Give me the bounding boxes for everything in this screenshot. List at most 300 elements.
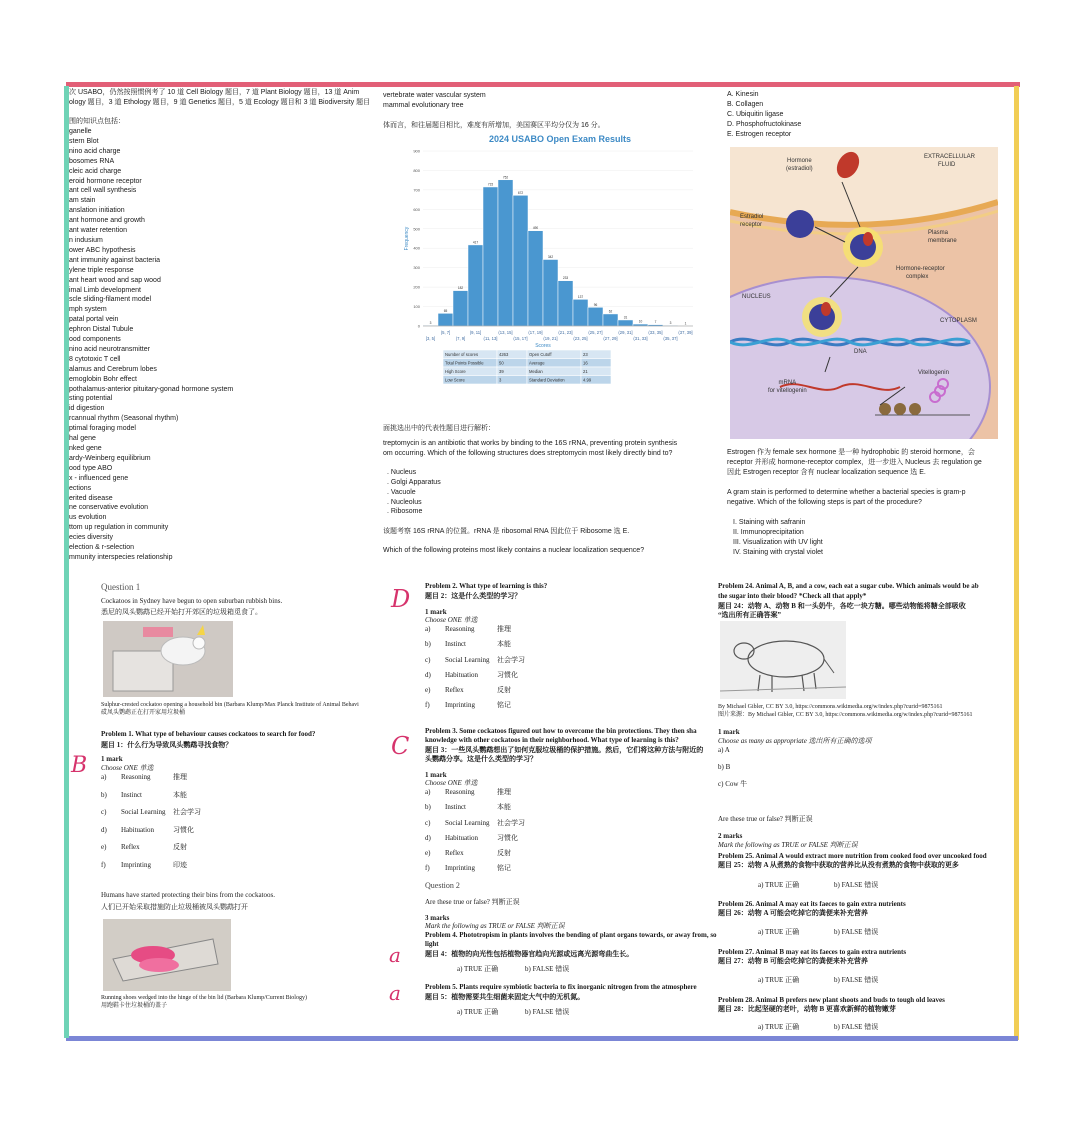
- middle-top-panel: [383, 88, 718, 568]
- p27-true[interactable]: a) TRUE 正确: [758, 976, 800, 984]
- problem-4-en-1: Problem 4. Phototropism in plants involves the bending of plant organs towards, or away from, so: [425, 931, 717, 939]
- choice-option[interactable]: [425, 803, 625, 818]
- p28-true[interactable]: a) TRUE 正确: [758, 1023, 800, 1031]
- choice-letter: c): [425, 655, 431, 664]
- gram-step-4: IV. Staining with crystal violet: [733, 549, 824, 556]
- topic-item: ptimal foraging model: [69, 425, 136, 433]
- problem-2-cn: 题目 2：这是什么类型的学习？: [425, 592, 522, 600]
- problem-3-choices: [425, 788, 625, 880]
- problem-24-en-2: the sugar into their blood? *Check all that apply*: [718, 592, 867, 600]
- histogram-svg: [403, 146, 717, 416]
- mark-label-2: 1 mark: [425, 608, 447, 616]
- choice-text-cn: 本能: [497, 803, 511, 812]
- choice-text-en: Reasoning: [445, 788, 475, 796]
- caption-2-en: Running shoes wedged into the hinge of the bin lid (Barbara Klump/Current Biology): [101, 995, 307, 1001]
- handwritten-answer-a-2: a: [389, 981, 401, 1005]
- scenario-en: Cockatoos in Sydney have begun to open suburban rubbish bins.: [101, 597, 283, 605]
- choice-text-en: Reflex: [445, 686, 464, 695]
- choice-text-cn: 习惯化: [497, 833, 518, 842]
- topic-item: patal portal vein: [69, 316, 119, 324]
- choice-text-en: Reflex: [121, 843, 140, 851]
- choice-text-cn: 铭记: [497, 864, 511, 873]
- ribosome-3: [909, 403, 921, 415]
- caption-1-en: Sulphur-crested cockatoo opening a household bin (Barbara Klump/Max Planck Institute of Animal Behavi: [101, 702, 359, 708]
- choice-text-cn: 习惯化: [173, 825, 194, 834]
- choice-text-cn: 本能: [497, 640, 511, 649]
- ribosome-2: [894, 403, 906, 415]
- option-cow[interactable]: c) Cow 牛: [718, 780, 748, 788]
- topic-item: ections: [69, 484, 92, 492]
- topic-item: ant cell wall synthesis: [69, 187, 137, 195]
- topic-item: ylene triple response: [69, 266, 134, 274]
- bar-value-label: 3: [429, 320, 432, 325]
- option-b: . Golgi Apparatus: [387, 479, 441, 486]
- problem-2-choices: [425, 625, 625, 717]
- topic-item: eroid hormone receptor: [69, 177, 142, 185]
- bar-value-label: 752: [502, 175, 509, 180]
- protein-option-d: D. Phosphofructokinase: [727, 121, 802, 128]
- humans-en: Humans have started protecting their bins from the cockatoos.: [101, 891, 275, 899]
- tf-prompt-right: Are these true or false? 判断正误: [718, 815, 813, 823]
- choice-text-en: Reasoning: [445, 625, 475, 633]
- x-tick-label-upper: (33, 35]: [648, 330, 663, 335]
- choice-text-en: Social Learning: [445, 818, 490, 827]
- problem-4-en-2: light: [425, 940, 439, 948]
- p28-false[interactable]: b) FALSE 错误: [834, 1023, 879, 1031]
- choice-text-cn: 反射: [497, 686, 511, 695]
- choice-option[interactable]: [425, 701, 625, 716]
- estrogen-expl-3: 因此 Estrogen receptor 含有 nuclear localization sequence 选 E.: [727, 469, 926, 476]
- choice-option[interactable]: [425, 864, 625, 879]
- label-hormone-receptor-complex: Hormone-receptor complex: [896, 266, 945, 280]
- next-question: Which of the following proteins most likely contains a nuclear localization sequence?: [383, 547, 645, 554]
- topic-item: nked gene: [69, 445, 102, 452]
- stats-cell-text: 16: [583, 360, 588, 366]
- problem-25-en: Problem 25. Animal A would extract more nutrition from cooked food over uncooked food: [718, 852, 987, 860]
- gram-step-1: I. Staining with safranin: [733, 519, 806, 526]
- nuclear-complex-hormone: [821, 302, 831, 316]
- stats-cell-text: Open Cutoff: [529, 351, 552, 357]
- handwritten-answer-d: D: [391, 585, 411, 613]
- option-e: . Ribosome: [387, 508, 423, 515]
- topic-item: ne conservative evolution: [69, 504, 148, 512]
- choice-option[interactable]: [101, 773, 301, 791]
- p26-true[interactable]: a) TRUE 正确: [758, 928, 800, 936]
- complex-hormone: [863, 232, 873, 246]
- choice-option[interactable]: [425, 849, 625, 864]
- mark-label-3: 1 mark: [425, 771, 447, 779]
- option-animal-a[interactable]: a) A: [718, 746, 730, 754]
- option-animal-b[interactable]: b) B: [718, 763, 731, 771]
- choice-option[interactable]: [425, 625, 625, 640]
- choice-text-en: Instinct: [121, 790, 142, 799]
- x-tick-label-lower: (15, 17]: [513, 336, 528, 341]
- intro-line-1: 次 USABO，仍然按照惯例考了 10 道 Cell Biology 题目，7 道 Plant Biology 题目，13 道 Anim: [69, 89, 360, 96]
- stats-cell: [497, 376, 527, 385]
- choice-option[interactable]: [101, 808, 301, 826]
- histogram-bar: [528, 231, 543, 326]
- p26-false[interactable]: b) FALSE 错误: [834, 928, 879, 936]
- choice-letter: d): [425, 670, 431, 679]
- choice-text-cn: 社会学习: [173, 808, 201, 816]
- stats-cell-text: 3: [499, 377, 502, 383]
- choice-option[interactable]: [425, 686, 625, 701]
- bar-value-label: 342: [547, 255, 554, 259]
- p4-false-option[interactable]: b) FALSE 错误: [525, 965, 570, 973]
- mark-tf-label-right: Mark the following as TRUE or FALSE 判断正误: [718, 841, 858, 849]
- choice-option[interactable]: [101, 791, 301, 809]
- topic-item: emoglobin Bohr effect: [69, 375, 137, 383]
- estrogen-expl-2: receptor 并形成 hormone-receptor complex，进一步进入 Nucleus 去 regulation ge: [727, 459, 982, 466]
- topic-item: nino acid charge: [69, 147, 121, 155]
- choice-letter: f): [425, 701, 430, 710]
- x-tick-label-upper: (25, 27]: [588, 330, 603, 335]
- problem-27-cn: 题目 27：动物 B 可能会吃掉它的粪便来补充营养: [718, 957, 868, 965]
- label-extracellular: EXTRACELLULAR FLUID: [924, 154, 976, 168]
- problem-24-cn-1: 题目 24：动物 A、动物 B 和一头奶牛，各吃一块方糖。哪些动物能将糖全部吸收: [718, 602, 966, 610]
- choice-text-en: Habituation: [121, 825, 155, 834]
- histogram-bar: [588, 307, 603, 326]
- choice-text-en: Imprinting: [445, 701, 475, 710]
- caption-2-cn: 用跑鞋卡住垃圾桶的盖子: [101, 1003, 168, 1009]
- choice-letter: e): [425, 849, 431, 858]
- estradiol-receptor: [786, 210, 814, 238]
- handwritten-answer-a-1: a: [389, 943, 401, 967]
- choice-letter: a): [101, 773, 107, 781]
- question-line-1: treptomycin is an antibiotic that works by binding to the 16S rRNA, preventing protein synthesis: [383, 440, 678, 447]
- choice-text-cn: 反射: [173, 843, 187, 851]
- bar-value-label: 233: [562, 276, 569, 281]
- choice-letter: b): [425, 803, 431, 812]
- topic-item: us evolution: [69, 514, 107, 522]
- topic-item: pothalamus-anterior pituitary-gonad hormone system: [69, 385, 234, 393]
- y-tick-label: 600: [413, 206, 420, 212]
- histogram-bar: [558, 281, 573, 326]
- y-tick-label: 300: [413, 265, 420, 271]
- problem-1-en: Problem 1. What type of behaviour causes cockatoos to search for food?: [101, 730, 316, 738]
- choice-option[interactable]: [425, 640, 625, 655]
- handwritten-answer-b: B: [71, 753, 88, 778]
- x-tick-label-lower: (19, 21]: [543, 336, 558, 341]
- stats-cell-text: High Score: [445, 368, 466, 374]
- question-2-label: Question 2: [425, 881, 460, 890]
- problem-24-cn-2: “选出所有正确答案”: [718, 611, 781, 619]
- choice-option[interactable]: [425, 788, 625, 803]
- problem-26-cn: 题目 26：动物 A 可能会吃掉它的粪便来补充营养: [718, 909, 868, 917]
- choice-letter: a): [425, 625, 431, 633]
- estrogen-expl-1: Estrogen 作为 female sex hormone 是一种 hydrophobic 的 steroid hormone，会: [727, 449, 975, 456]
- stats-cell-text: 23: [583, 351, 588, 357]
- tf-prompt: Are these true or false? 判断正误: [425, 898, 520, 906]
- choice-text-cn: 社会学习: [497, 818, 525, 827]
- topic-item: ant immunity against bacteria: [69, 256, 161, 264]
- stats-cell-text: Number of scores: [445, 351, 479, 357]
- choice-option[interactable]: [101, 861, 301, 879]
- histogram-bar: [438, 313, 453, 326]
- bar-value-label: 62: [608, 309, 613, 314]
- topic-item: scle sliding-filament model: [69, 296, 152, 304]
- topic-item: alamus and Cerebrum lobes: [69, 365, 157, 373]
- marks-2: 2 marks: [718, 832, 743, 840]
- x-axis-label: Scores: [535, 343, 551, 349]
- topic-item: mmunity interspecies relationship: [69, 553, 173, 561]
- x-tick-label-lower: (7, 9]: [455, 336, 466, 341]
- frame-border-right: [1014, 86, 1019, 1040]
- red-object: [143, 627, 173, 637]
- x-tick-label-lower: (35, 37]: [663, 336, 678, 341]
- question-1-label: Question 1: [101, 582, 141, 592]
- topic-list: [69, 127, 233, 563]
- bin-protection-photo: [103, 919, 231, 991]
- problem-5-cn: 题目 5：植物需要共生细菌来固定大气中的无机氮。: [425, 993, 585, 1001]
- topic-item: anslation initiation: [69, 207, 125, 215]
- bar-value-label: 3: [669, 320, 672, 325]
- problem-28-en: Problem 28. Animal B prefers new plant shoots and buds to tough old leaves: [718, 996, 945, 1004]
- p5-true-option[interactable]: a) TRUE 正确: [457, 1008, 499, 1016]
- cow-sketch-svg: [720, 621, 846, 699]
- y-tick-label: 700: [413, 187, 420, 193]
- topic-item: ganelle: [69, 128, 92, 135]
- y-tick-label: 500: [413, 226, 420, 232]
- choice-option[interactable]: [425, 834, 625, 849]
- mark-label-24: 1 mark: [718, 728, 740, 736]
- problem-28-cn: 题目 28：比起坚硬的老叶，动物 B 更喜欢新鲜的植物嫩芽: [718, 1005, 896, 1013]
- problem-26-en: Problem 26. Animal A may eat its faeces to gain extra nutrients: [718, 900, 906, 908]
- shoe-2: [139, 958, 179, 972]
- bin-protection-svg: [103, 919, 231, 991]
- p27-false[interactable]: b) FALSE 错误: [834, 976, 879, 984]
- topic-item: ecies diversity: [69, 534, 113, 542]
- histogram-bar: [483, 187, 498, 326]
- question-line-2: om occurring. Which of the following structures does streptomycin most likely directly bind to?: [383, 450, 673, 457]
- choice-letter: c): [101, 808, 107, 816]
- gram-question-2: negative. Which of the following steps is part of the procedure?: [727, 499, 922, 506]
- frame-border-bottom: [66, 1036, 1018, 1041]
- y-tick-label: 800: [413, 167, 420, 173]
- problem-3-en-2: knowledge with other cockatoos in their neighborhood. What type of learning is this?: [425, 736, 679, 744]
- p25-false[interactable]: b) FALSE 错误: [834, 881, 879, 889]
- hormone-estradiol: [832, 148, 863, 182]
- x-tick-label-upper: (5, 7]: [440, 330, 451, 335]
- stats-cell-text: Median: [529, 368, 543, 374]
- p4-true-option[interactable]: a) TRUE 正确: [457, 965, 499, 973]
- cow-sketch-photo: [720, 621, 846, 699]
- choice-option[interactable]: [425, 819, 625, 834]
- x-tick-label-upper: (9, 11]: [469, 330, 482, 335]
- stats-cell-text: 21: [583, 368, 588, 374]
- choice-text-cn: 推理: [497, 625, 511, 633]
- gram-step-2: II. Immunoprecipitation: [733, 529, 804, 536]
- choose-many-label: Choose as many as appropriate 选出所有正确的选项: [718, 737, 872, 745]
- explanation: 该题考察 16S rRNA 的位置。rRNA 是 ribosomal RNA 因此位于 Ribosome 选 E.: [383, 528, 630, 535]
- bar-value-label: 1: [684, 321, 687, 326]
- choice-text-cn: 本能: [173, 790, 187, 799]
- choice-text-en: Habituation: [445, 833, 479, 842]
- y-tick-label: 200: [413, 284, 420, 290]
- topic-item: ephron Distal Tubule: [69, 326, 134, 334]
- choice-text-cn: 习惯化: [497, 670, 518, 679]
- label-vitellogenin: Vitellogenin: [918, 370, 949, 376]
- choice-text-cn: 推理: [497, 788, 511, 796]
- choice-text-en: Social Learning: [445, 655, 490, 664]
- topic-item: election & r-selection: [69, 544, 134, 552]
- bar-value-label: 417: [472, 240, 479, 245]
- choice-letter: b): [425, 640, 431, 649]
- histogram-bar: [543, 260, 558, 327]
- choice-text-en: Habituation: [445, 670, 479, 679]
- y-tick-label: 400: [413, 245, 420, 251]
- protein-option-b: B. Collagen: [727, 101, 764, 108]
- x-tick-label-lower: [3, 5]: [425, 336, 436, 341]
- topic-item: rcannual rhythm (Seasonal rhythm): [69, 415, 179, 423]
- choice-letter: d): [425, 833, 431, 842]
- knowledge-heading: 围的知识点包括：: [69, 118, 125, 125]
- x-tick-label-upper: (37, 39]: [678, 330, 693, 335]
- protein-option-e: E. Estrogen receptor: [727, 131, 792, 138]
- bottom-right-panel: [718, 575, 1014, 1035]
- topic-item: ant hormone and growth: [69, 217, 145, 225]
- option-d: . Nucleolus: [387, 499, 422, 506]
- choice-letter: b): [101, 790, 107, 799]
- bar-value-label: 7: [654, 320, 657, 325]
- stats-cell-text: 39: [499, 368, 504, 374]
- scenario-cn: 悉尼的凤头鹦鹉已经开始打开郊区的垃圾箱觅食了。: [101, 608, 262, 616]
- choose-one-label: Choose ONE 单选: [101, 764, 154, 772]
- cockatoo-photo-svg: [103, 621, 233, 697]
- stats-cell-text: 4263: [499, 351, 509, 357]
- topic-item: ower ABC hypothesis: [69, 246, 136, 254]
- p25-true[interactable]: a) TRUE 正确: [758, 881, 800, 889]
- histogram-bar: [603, 314, 618, 326]
- choice-option[interactable]: [425, 656, 625, 671]
- cow-credit-cn: 图片来源：By Michael Gibler, CC BY 3.0, https://commons.wikimedia.org/w/index.php?curid=9875161: [718, 712, 973, 718]
- choice-letter: c): [425, 818, 431, 827]
- topic-item: ant heart wood and sap wood: [69, 276, 161, 284]
- x-tick-label-lower: (27, 29]: [603, 336, 618, 341]
- stats-cell-text: 50: [499, 360, 504, 366]
- choice-option[interactable]: [425, 671, 625, 686]
- topic-item: imal Limb development: [69, 286, 141, 294]
- cockatoo-head: [193, 637, 205, 649]
- label-hormone: Hormone (estradiol): [786, 158, 813, 172]
- choice-text-en: Instinct: [445, 803, 466, 812]
- cockatoo-bin-photo: [103, 621, 233, 697]
- problem-24-en-1: Problem 24. Animal A, B, and a cow, each eat a sugar cube. Which animals would be ab: [718, 582, 979, 590]
- problem-4-cn: 题目 4：植物的向光性包括植物器官趋向光源或远离光源弯曲生长。: [425, 950, 634, 958]
- topic-item: hal gene: [69, 435, 96, 443]
- label-dna: DNA: [854, 349, 867, 355]
- choice-text-cn: 反射: [497, 849, 511, 858]
- choice-letter: f): [425, 864, 430, 873]
- topic-item: ant water retention: [69, 227, 127, 235]
- problem-1-choices: [101, 773, 301, 878]
- topic-item: bosomes RNA: [69, 157, 115, 165]
- histogram-bar: [513, 195, 528, 326]
- topic-item: cleic acid charge: [69, 167, 122, 175]
- x-tick-label-upper: (29, 31]: [618, 330, 633, 335]
- topic-item: am stain: [69, 197, 96, 205]
- humans-cn: 人们已开始采取措施防止垃圾桶被凤头鹦鹉打开: [101, 903, 248, 911]
- choice-text-en: Reasoning: [121, 773, 151, 781]
- gram-question-1: A gram stain is performed to determine whether a bacterial species is gram-p: [727, 489, 966, 496]
- right-top-panel: [727, 88, 1014, 568]
- topic-item: n indusium: [69, 236, 103, 244]
- topic-item: sting potential: [69, 395, 113, 403]
- topic-item: ttom up regulation in community: [69, 524, 169, 532]
- problem-25-cn: 题目 25：动物 A 从煮熟的食物中获取的营养比从没有煮熟的食物中获取的更多: [718, 861, 959, 869]
- caption-1-cn: 砹凤头鹦鹉正在打开家用垃圾桶: [101, 710, 186, 716]
- choice-text-cn: 社会学习: [497, 655, 525, 664]
- stats-cell-text: Total Points Possible: [445, 360, 484, 366]
- difficulty-note: 体而言，和往届题目相比，难度有所增加，美国赛区平均分仅为 16 分。: [383, 122, 605, 129]
- choice-text-en: Reflex: [445, 849, 464, 858]
- bar-value-label: 672: [517, 190, 524, 195]
- label-estradiol-receptor: Estradiol receptor: [740, 214, 764, 228]
- x-tick-label-lower: (31, 33]: [633, 336, 648, 341]
- y-axis-label: Frequency: [404, 226, 410, 251]
- x-tick-label-upper: (21, 23]: [558, 330, 573, 335]
- bar-value-label: 137: [577, 294, 584, 299]
- topic-item: mph system: [69, 306, 107, 314]
- topic-item: 8 cytotoxic T cell: [69, 355, 121, 363]
- problem-3-en-1: Problem 3. Some cockatoos figured out how to overcome the bin protections. They then sha: [425, 727, 697, 735]
- protein-option-a: A. Kinesin: [727, 91, 759, 98]
- cow-credit-en: By Michael Gibler, CC BY 3.0, https://commons.wikimedia.org/w/index.php?curid=9875161: [718, 704, 943, 710]
- choice-letter: f): [101, 860, 106, 869]
- choice-text-en: Imprinting: [445, 864, 475, 873]
- problem-1-cn: 题目 1：什么行为导致凤头鹦鹉寻找食物？: [101, 741, 233, 749]
- choice-text-cn: 印迹: [173, 860, 187, 869]
- middle-line-2: mammal evolutionary tree: [383, 102, 464, 109]
- intro-line-2: ology 题目，3 道 Ethology 题目，9 道 Genetics 题目，5 道 Ecology 题目和 3 道 Biodiversity 题目: [69, 99, 371, 106]
- arrow-hormone: [842, 182, 860, 227]
- topic-item: ardy-Weinberg equilibrium: [69, 454, 151, 462]
- histogram-bar: [618, 320, 633, 326]
- topic-item: id digestion: [69, 405, 105, 413]
- choice-letter: d): [101, 825, 107, 834]
- handwritten-answer-c: C: [391, 732, 410, 760]
- topic-item: x - influenced gene: [69, 474, 129, 482]
- chart-title: 2024 USABO Open Exam Results: [488, 134, 632, 144]
- bottom-left-panel: [69, 575, 387, 1035]
- choice-option[interactable]: [101, 826, 301, 844]
- bar-value-label: 31: [623, 315, 628, 320]
- y-tick-label: 100: [413, 304, 420, 310]
- gram-step-3: III. Visualization with UV light: [733, 539, 823, 546]
- analysis-heading: 面挑选出中的代表性题目进行解析：: [383, 425, 495, 432]
- label-nucleus: NUCLEUS: [742, 294, 771, 300]
- estrogen-diagram: [730, 147, 998, 439]
- y-tick-label: 0: [417, 323, 420, 329]
- choice-text-cn: 铭记: [497, 701, 511, 710]
- p5-false-option[interactable]: b) FALSE 错误: [525, 1008, 570, 1016]
- topic-item: nino acid neurotransmitter: [69, 345, 150, 353]
- label-cytoplasm: CYTOPLASM: [940, 318, 977, 324]
- choice-option[interactable]: [101, 843, 301, 861]
- topic-item: ood type ABO: [69, 464, 113, 472]
- mark-tf-label: Mark the following as TRUE or FALSE 判断正误: [425, 922, 565, 930]
- x-tick-label-upper: (17, 19]: [528, 330, 543, 335]
- label-plasma-membrane: Plasma membrane: [928, 230, 957, 244]
- marks-3: 3 marks: [425, 914, 450, 922]
- topic-item: ood components: [69, 336, 121, 344]
- histogram-bar: [573, 299, 588, 326]
- histogram-chart: [403, 130, 717, 418]
- mark-label: 1 mark: [101, 755, 123, 763]
- label-mrna: mRNA for vitellogenin: [768, 380, 807, 394]
- bar-value-label: 490: [532, 226, 539, 231]
- topic-item: erited disease: [69, 494, 113, 502]
